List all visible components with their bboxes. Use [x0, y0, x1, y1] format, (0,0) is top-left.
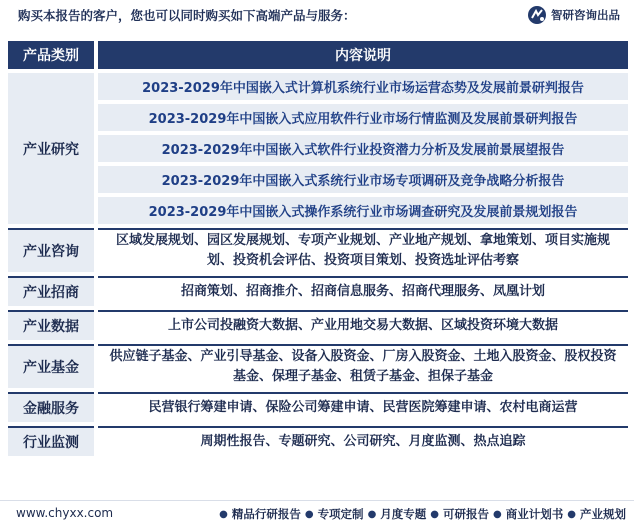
- header-content: 内容说明: [98, 41, 628, 69]
- report-link[interactable]: 2023-2029年中国嵌入式操作系统行业市场调查研究及发展前景规划报告: [98, 197, 628, 224]
- service-item[interactable]: [301, 506, 364, 522]
- category-cell: 产业数据: [8, 310, 94, 340]
- bullet-icon: ●: [493, 508, 502, 520]
- service-label: 精品行研报告: [231, 507, 301, 521]
- service-item[interactable]: [364, 506, 427, 522]
- category-cell: 金融服务: [8, 392, 94, 422]
- intro-text: 购买本报告的客户，您也可以同时购买如下高端产品与服务：: [18, 8, 356, 23]
- service-item[interactable]: [563, 506, 626, 522]
- zhiyan-logo-icon: [527, 5, 547, 25]
- section-industry-consulting: [8, 228, 628, 272]
- section-industry-research: [8, 73, 628, 224]
- section-industry-data: [8, 310, 628, 340]
- report-list: [98, 73, 628, 224]
- category-cell: 行业监测: [8, 426, 94, 456]
- service-item[interactable]: [215, 506, 301, 522]
- service-label: 专项定制: [317, 507, 364, 521]
- header-category: 产品类别: [8, 41, 94, 69]
- logo-text: 智研咨询出品: [551, 8, 620, 22]
- bullet-icon: ●: [219, 508, 228, 520]
- service-label: 产业规划: [580, 507, 626, 521]
- section-description: 招商策划、招商推介、招商信息服务、招商代理服务、凤凰计划: [98, 276, 628, 306]
- brand-logo: [527, 4, 620, 26]
- service-label: 月度专题: [380, 507, 427, 521]
- category-cell: 产业基金: [8, 344, 94, 388]
- service-label: 商业计划书: [505, 507, 564, 521]
- category-cell: 产业咨询: [8, 228, 94, 272]
- website-link[interactable]: www.chyxx.com: [16, 506, 114, 520]
- section-description: 供应链子基金、产业引导基金、设备入股资金、厂房入股资金、土地入股资金、股权投资基金、保理子基金、租赁子基金、担保子基金: [98, 344, 628, 388]
- section-description: 民营银行筹建申请、保险公司筹建申请、民营医院筹建申请、农村电商运营: [98, 392, 628, 422]
- category-cell: 产业招商: [8, 276, 94, 306]
- section-description: 上市公司投融资大数据、产业用地交易大数据、区域投资环境大数据: [98, 310, 628, 340]
- footer: [0, 500, 634, 526]
- section-description: 周期性报告、专题研究、公司研究、月度监测、热点追踪: [98, 426, 628, 456]
- bullet-icon: ●: [567, 508, 576, 520]
- report-link[interactable]: 2023-2029年中国嵌入式应用软件行业市场行情监测及发展前景研判报告: [98, 104, 628, 131]
- product-table: [8, 41, 628, 460]
- bullet-icon: ●: [367, 508, 377, 520]
- top-bar: [0, 0, 634, 30]
- bullet-icon: ●: [430, 508, 440, 520]
- section-investment-attraction: [8, 276, 628, 306]
- section-industry-fund: [8, 344, 628, 388]
- report-link[interactable]: 2023-2029年中国嵌入式软件行业投资潜力分析及发展前景展望报告: [98, 135, 628, 162]
- bullet-icon: ●: [304, 508, 314, 520]
- service-label: 可研报告: [443, 507, 490, 521]
- section-description: 区域发展规划、园区发展规划、专项产业规划、产业地产规划、拿地策划、项目实施规划、投资机会评估、投资项目策划、投资选址评估考察: [98, 228, 628, 272]
- section-industry-monitoring: [8, 426, 628, 456]
- service-item[interactable]: [426, 506, 489, 522]
- section-financial-services: [8, 392, 628, 422]
- service-list: [215, 506, 626, 522]
- service-item[interactable]: [489, 506, 563, 522]
- report-link[interactable]: 2023-2029年中国嵌入式系统行业市场专项调研及竞争战略分析报告: [98, 166, 628, 193]
- report-link[interactable]: 2023-2029年中国嵌入式计算机系统行业市场运营态势及发展前景研判报告: [98, 73, 628, 100]
- category-cell: 产业研究: [8, 73, 94, 224]
- table-header: [8, 41, 628, 69]
